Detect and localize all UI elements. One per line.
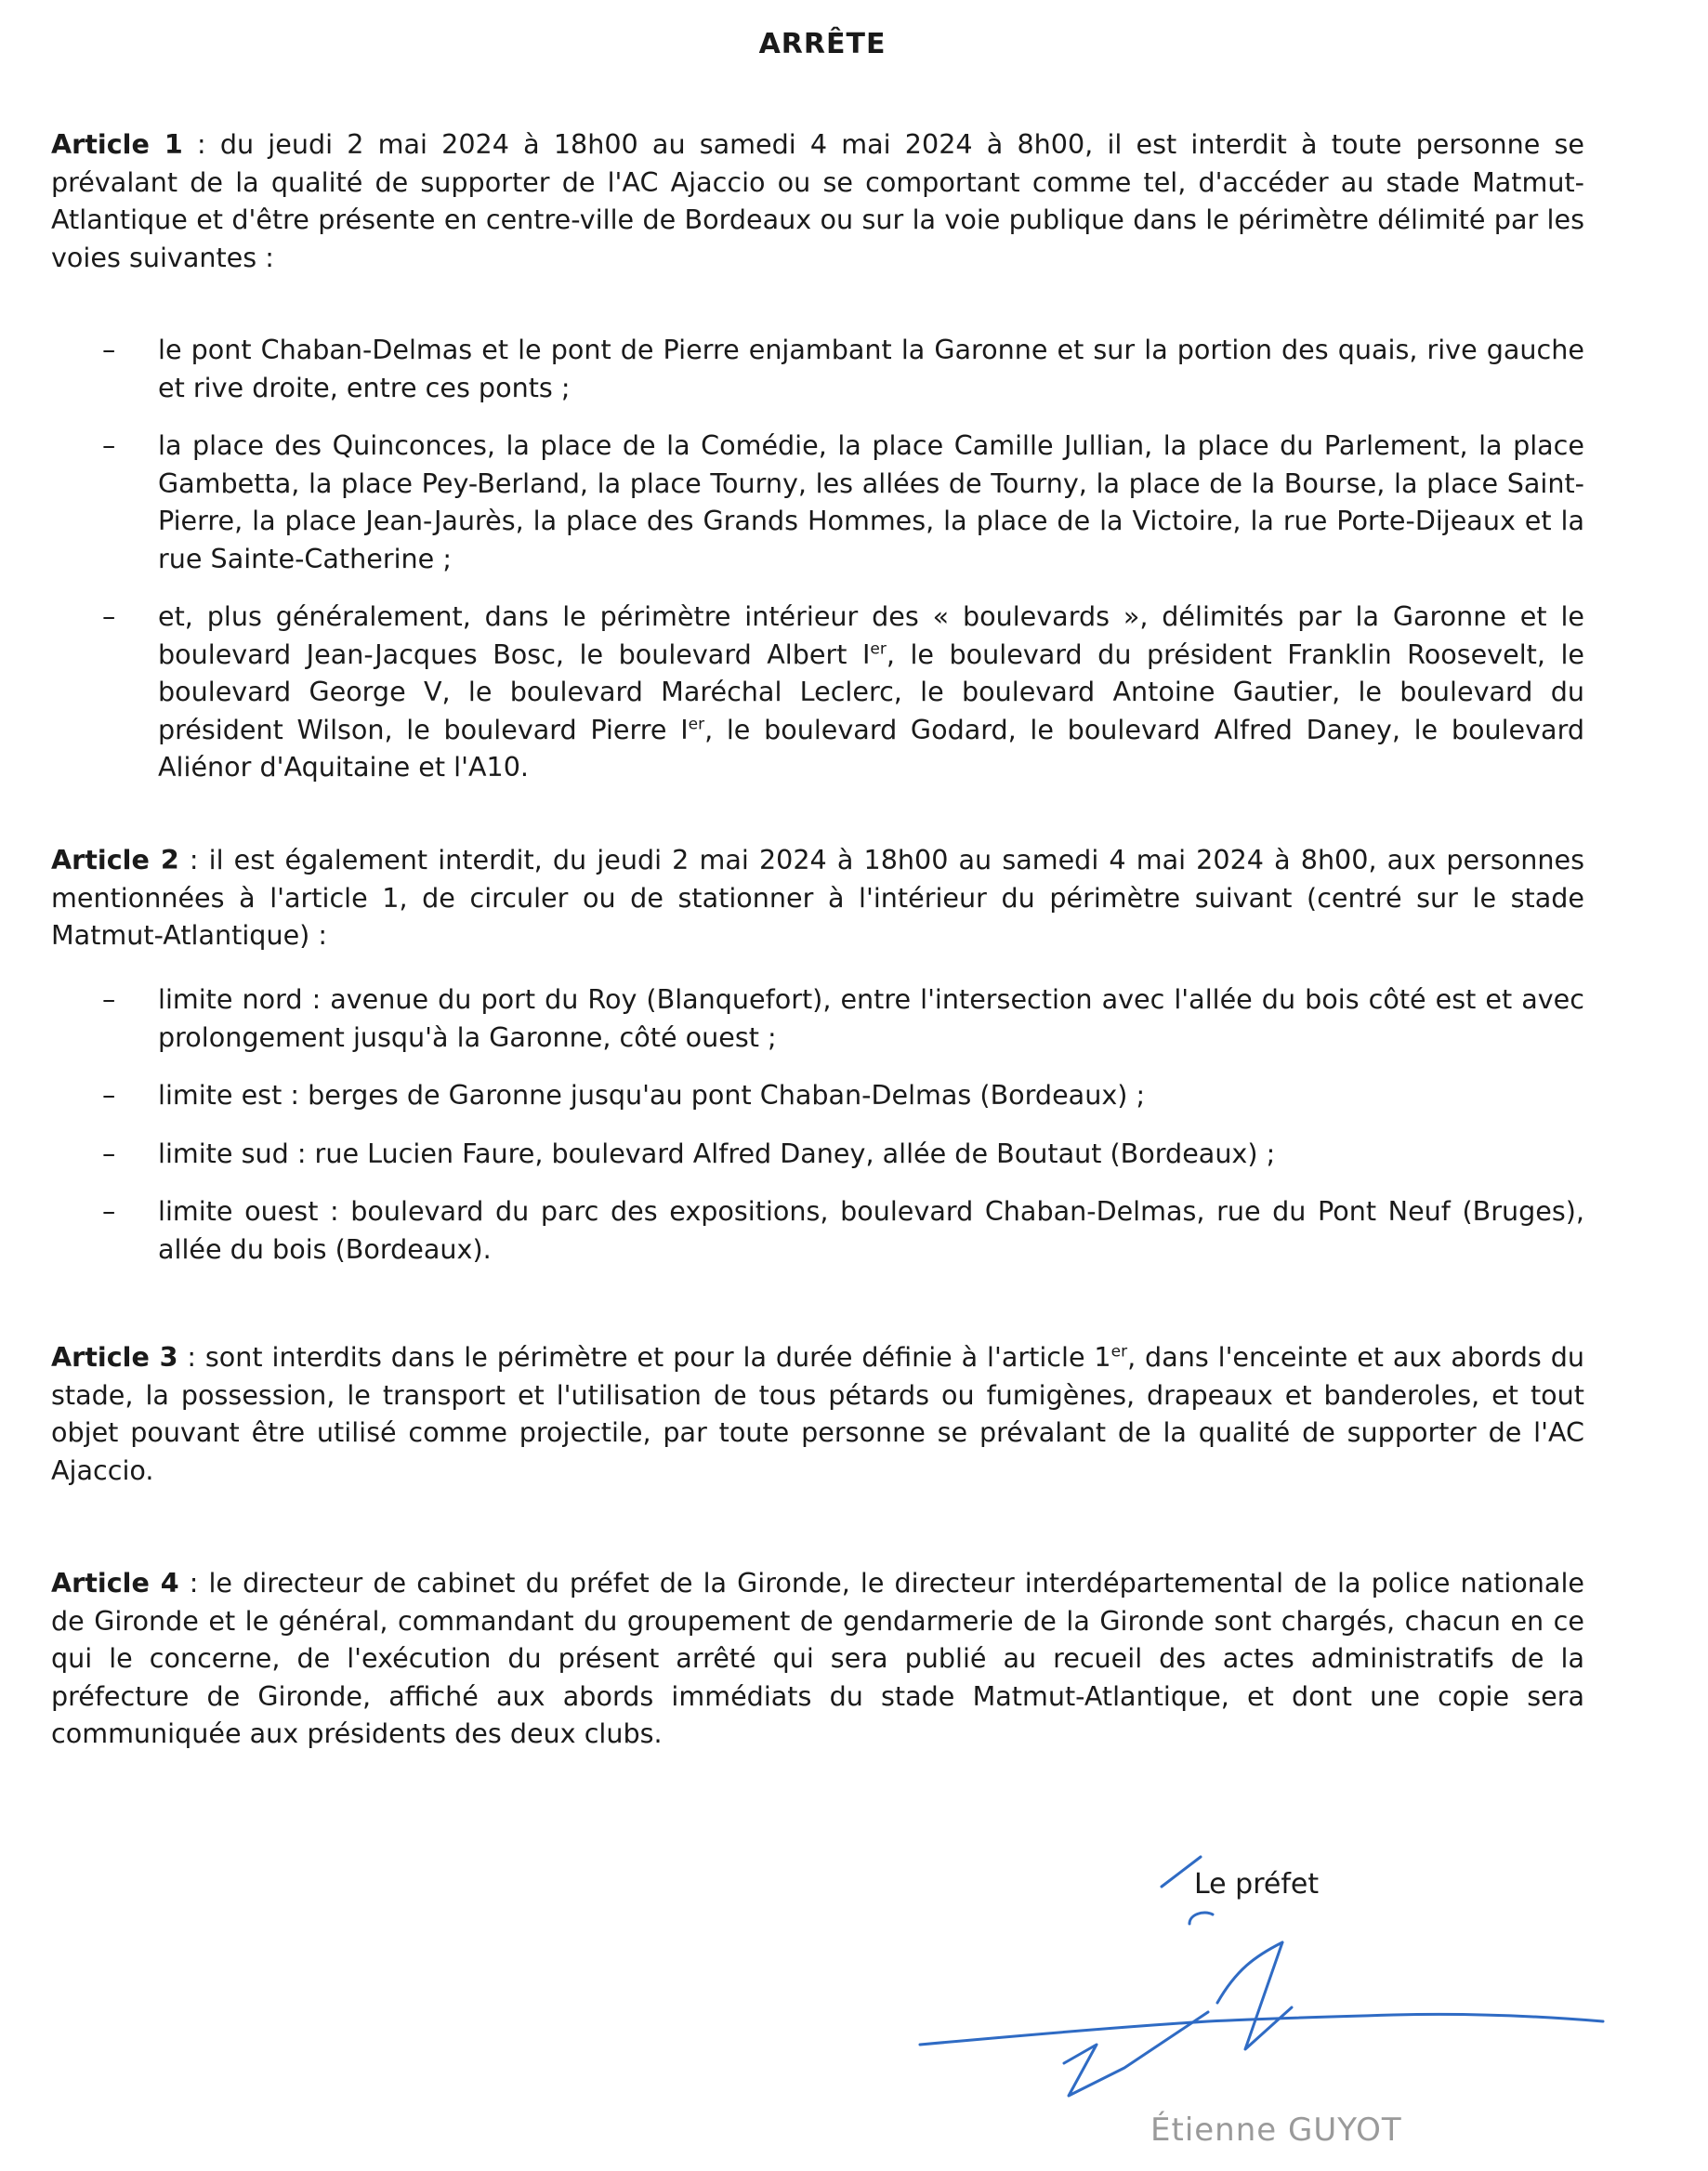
superscript: er xyxy=(688,714,705,733)
article-4-text: le directeur de cabinet du préfet de la Gironde, le directeur interdépartemental de la police nationale de Gironde et le général, commandant du groupement de gendarmerie de la Gironde sont chargés, chacun en ce qui le concerne, de l'exécution du présent arrêté qui sera publié au recueil des actes administratifs de la préfecture de Gironde, affiché aux abords immédiats du stade Matmut-Atlantique, et dont une copie sera communiquée aux présidents des deux clubs. xyxy=(51,1567,1584,1749)
dash-bullet: – xyxy=(102,1079,116,1111)
article-2-separator: : xyxy=(178,844,209,875)
list-item-text: la place des Quinconces, la place de la Comédie, la place Camille Jullian, la place du Parlement, la place Gambetta, la place Pey-Berland, la place Tourny, les allées de Tourny, la place de la Bourse, la place Saint-Pierre, la place Jean-Jaurès, la place des Grands Hommes, la place de la Victoire, la rue Porte-Dijeaux et la rue Sainte-Catherine ; xyxy=(158,429,1584,574)
dash-bullet: – xyxy=(102,429,116,461)
document-title: ARRÊTE xyxy=(758,28,887,60)
list-item-text: , le boulevard Godard, le boulevard Alfred Daney, le boulevard Aliénor d'Aquitaine et l'A10. xyxy=(158,713,1584,783)
list-item-text: limite sud : rue Lucien Faure, boulevard Alfred Daney, allée de Boutaut (Bordeaux) ; xyxy=(158,1137,1276,1169)
list-item xyxy=(51,598,1584,786)
dash-bullet: – xyxy=(102,334,116,365)
article-4-label: Article 4 xyxy=(51,1567,179,1599)
superscript: er xyxy=(1110,1342,1128,1362)
list-item-text: limite est : berges de Garonne jusqu'au pont Chaban-Delmas (Bordeaux) ; xyxy=(158,1079,1146,1111)
dash-bullet: – xyxy=(102,1195,116,1227)
article-1-list xyxy=(51,331,1584,786)
superscript: er xyxy=(870,638,887,658)
article-3-separator: : xyxy=(177,1341,205,1373)
article-4-separator: : xyxy=(178,1567,209,1599)
list-item xyxy=(51,980,1584,1056)
article-2-text: il est également interdit, du jeudi 2 mai 2024 à 18h00 au samedi 4 mai 2024 à 8h00, aux personnes mentionnées à l'article 1, de circuler ou de stationner à l'intérieur du périmètre suivant (centré sur le stade Matmut-Atlantique) : xyxy=(51,844,1584,951)
article-1-separator: : xyxy=(182,128,220,160)
article-2-label: Article 2 xyxy=(51,844,179,875)
article-1-label: Article 1 xyxy=(51,128,183,160)
dash-bullet: – xyxy=(102,1137,116,1169)
dash-bullet: – xyxy=(102,600,116,632)
list-item-text: limite nord : avenue du port du Roy (Blanquefort), entre l'intersection avec l'allée du bois côté est et avec prolongement jusqu'à la Garonne, côté ouest ; xyxy=(158,983,1584,1053)
signature-label: Le préfet xyxy=(1194,1868,1320,1901)
article-1-text: du jeudi 2 mai 2024 à 18h00 au samedi 4 mai 2024 à 8h00, il est interdit à toute personne se prévalant de la qualité de supporter de l'AC Ajaccio ou se comportant comme tel, d'accéder au stade Matmut-Atlantique et d'être présente en centre-ville de Bordeaux ou sur la voie publique dans le périmètre délimité par les voies suivantes : xyxy=(51,128,1585,273)
list-item xyxy=(51,1076,1584,1114)
article-4 xyxy=(51,1564,1584,1753)
article-2 xyxy=(51,841,1584,954)
signature-block xyxy=(911,1849,1617,2165)
article-2-list xyxy=(51,980,1584,1268)
article-3-label: Article 3 xyxy=(51,1341,178,1373)
article-3-text: sont interdits dans le périmètre et pour la durée définie à l'article 1 xyxy=(204,1341,1111,1373)
article-3-text: , dans l'enceinte et aux abords du stade, la possession, le transport et l'utilisation de tous pétards ou fumigènes, drapeaux et banderoles, et tout objet pouvant être utilisé comme projectile, par toute personne se prévalant de la qualité de supporter de l'AC Ajaccio. xyxy=(51,1341,1584,1486)
list-item-text: , le boulevard du président Franklin Roosevelt, le boulevard George V, le boulevard Maréchal Leclerc, le boulevard Antoine Gautier, le boulevard du président Wilson, le boulevard Pierre I xyxy=(158,638,1584,745)
list-item-text: limite ouest : boulevard du parc des expositions, boulevard Chaban-Delmas, rue du Pont Neuf (Bruges), allée du bois (Bordeaux). xyxy=(158,1195,1584,1265)
article-1 xyxy=(51,125,1584,276)
dash-bullet: – xyxy=(102,983,116,1015)
list-item-text: le pont Chaban-Delmas et le pont de Pierre enjambant la Garonne et sur la portion des quais, rive gauche et rive droite, entre ces ponts ; xyxy=(158,334,1584,403)
list-item xyxy=(51,427,1584,577)
list-item xyxy=(51,1135,1584,1173)
article-3 xyxy=(51,1338,1584,1489)
list-item xyxy=(51,1192,1584,1268)
signatory-name: Étienne GUYOT xyxy=(1150,2112,1402,2149)
list-item-text: et, plus généralement, dans le périmètre intérieur des « boulevards », délimités par la Garonne et le boulevard Jean-Jacques Bosc, le boulevard Albert I xyxy=(158,600,1584,670)
list-item xyxy=(51,331,1584,406)
